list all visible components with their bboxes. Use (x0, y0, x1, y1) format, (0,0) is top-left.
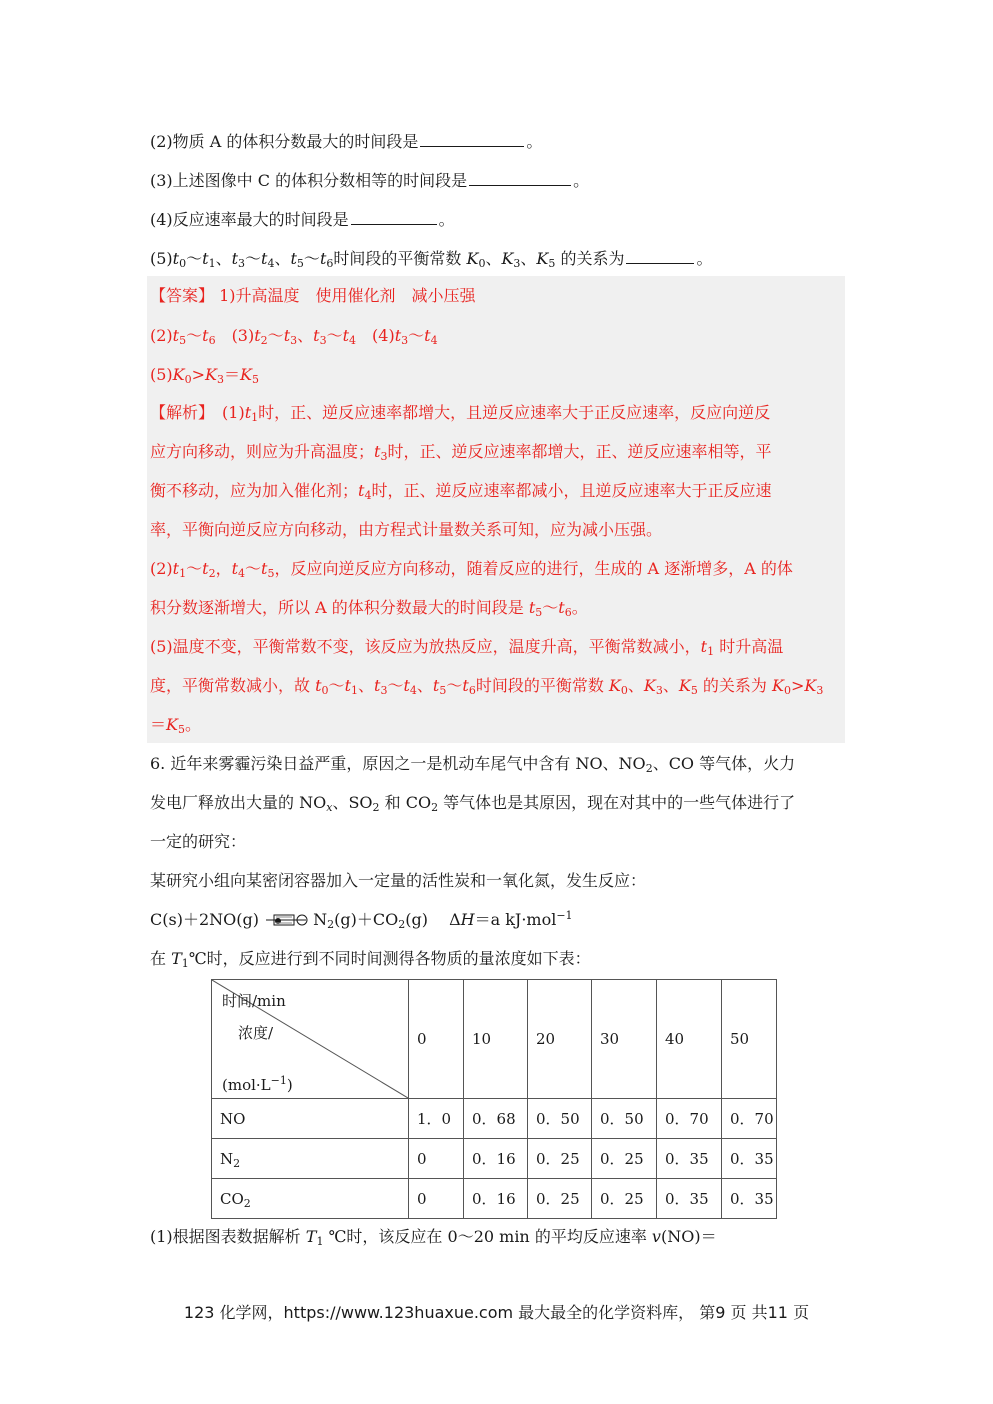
analysis-text: (5)温度不变，平衡常数不变，该反应为放热反应，温度升高，平衡常数减小， (150, 637, 701, 656)
table-cell: 0 (409, 1179, 464, 1219)
row-label-sub: 2 (233, 1156, 241, 1170)
col-header: 20 (528, 980, 592, 1099)
question-3 (150, 169, 589, 192)
header-unit-label: $(mol\cdot L^{-1})$ (222, 1074, 293, 1094)
q6-text: 6. 近年来雾霾污染日益严重，原因之一是机动车尾气中含有 NO、NO (150, 754, 646, 773)
question-2-text: (2)物质 A 的体积分数最大的时间段是 (150, 132, 419, 151)
answer-blank (351, 208, 437, 225)
analysis-text: 度，平衡常数减小，故 (150, 676, 311, 695)
analysis-line-3: 衡不移动，应为加入催化剂；$t_4$时，正、逆反应速率都减小，且逆反应速率大于正反应速 (150, 481, 772, 502)
q6-text: 、CO 等气体，火力 (652, 754, 796, 773)
concentration-table (211, 979, 777, 1219)
table-cell: 0．50 (592, 1099, 657, 1139)
table-cell: 0．25 (528, 1139, 592, 1179)
table-row (212, 1099, 777, 1139)
question-2 (150, 130, 542, 153)
table-cell: 0．35 (722, 1179, 777, 1219)
table-cell: 0 (409, 1139, 464, 1179)
equilibrium-arrow-icon (264, 913, 308, 927)
analysis-text: 时间段的平衡常数 (475, 676, 604, 695)
table-row (212, 1139, 777, 1179)
table-diagonal-header (212, 980, 409, 1099)
q6-text: 某研究小组向某密闭容器加入一定量的活性炭和一氧化氮，发生反应： (150, 871, 647, 890)
analysis-line-2: 应方向移动，则应为升高温度；$t_3$时，正、逆反应速率都增大，正、逆反应速率相等，平 (150, 442, 772, 463)
q6-subquestion-1: (1)根据图表数据解析 $T_1$ ℃时，该反应在 0～20 min 的平均反应速率 v(NO)＝ (150, 1227, 717, 1248)
equation-right: N (313, 910, 328, 929)
enthalpy-text: ＝a kJ·mol (474, 910, 557, 929)
row-label-text: CO (220, 1189, 244, 1208)
question-4 (150, 208, 455, 231)
equation-right: (g)＋CO (334, 910, 399, 929)
q6-line-6: 在 $T_1℃$时，反应进行到不同时间测得各物质的量浓度如下表： (150, 949, 591, 970)
q6-equation: C(s)＋2NO(g) $N_2(g)+CO_2(g)$ ΔH＝a kJ·mol$^{-1}$ (150, 909, 573, 931)
period: 。 (438, 210, 455, 229)
header-time-label: 时间/min (222, 992, 286, 1010)
answer-blank (626, 247, 694, 264)
question-4-text: (4)反应速率最大的时间段是 (150, 210, 349, 229)
analysis-line-1: 【解析】 $(1)t_1$时，正、逆反应速率都增大，且逆反应速率大于正反应速率，反应向逆反 (150, 403, 771, 424)
answer-line-3: $(5)K_0>K_3=K_5$ (150, 365, 259, 386)
table-cell: 0．35 (657, 1179, 722, 1219)
analysis-text: 时，正、逆反应速率都增大，且逆反应速率大于正反应速率，反应向逆反 (258, 403, 771, 422)
page-footer: 123 化学网，https://www.123huaxue.com 最大最全的化学资料库， 第9 页 共11 页 (183, 1303, 810, 1322)
analysis-text: 应方向移动，则应为升高温度； (150, 442, 375, 461)
analysis-line-9: $=K_5$。 (150, 715, 201, 736)
question-3-text: (3)上述图像中 C 的体积分数相等的时间段是 (150, 171, 468, 190)
q6-text: (NO)＝ (660, 1227, 717, 1246)
answer-text: 1)升高温度 使用催化剂 减小压强 (219, 286, 476, 305)
q6-text: 等气体也是其原因，现在对其中的一些气体进行了 (443, 793, 796, 812)
unit-text: (mol·L (222, 1076, 271, 1094)
q6-line-1: 6. 近年来雾霾污染日益严重，原因之一是机动车尾气中含有 NO、$NO_2$、CO 等气体，火力 (150, 754, 796, 775)
q6-line-4 (150, 870, 646, 892)
analysis-line-4 (150, 519, 662, 541)
question-5-text-b: 的关系为 (560, 249, 625, 268)
analysis-tag: 【解析】 (150, 403, 207, 422)
col-header: 0 (409, 980, 464, 1099)
period: 。 (696, 249, 713, 268)
table-cell: 0．68 (464, 1099, 528, 1139)
analysis-text: 时，正、逆反应速率都减小，且逆反应速率大于正反应速 (371, 481, 772, 500)
table-cell: 0．50 (528, 1099, 592, 1139)
table-cell: 0．25 (592, 1139, 657, 1179)
period: 。 (573, 171, 590, 190)
q6-line-2: 发电厂释放出大量的 $NO_x$、$SO_2$ 和 $CO_2$ 等气体也是其原因，现在对其中的一些气体进行了 (150, 793, 796, 814)
q6-text: 一定的研究： (150, 832, 247, 851)
row-label: NO (212, 1099, 409, 1139)
analysis-text: ，反应向逆反应方向移动，随着反应的进行，生成的 A 逐渐增多，A 的体 (274, 559, 793, 578)
col-header: 50 (722, 980, 777, 1099)
row-label (212, 1179, 409, 1219)
answer-blank (469, 169, 571, 186)
analysis-text: 时，正、逆反应速率都增大，正、逆反应速率相等，平 (387, 442, 772, 461)
q6-text: 在 (150, 949, 167, 968)
answer-tag: 【答案】 (150, 286, 215, 305)
table-cell: 0．70 (722, 1099, 777, 1139)
table-cell: 0．16 (464, 1179, 528, 1219)
q6-text: ℃时，该反应在 0～20 min 的平均反应速率 (328, 1227, 647, 1246)
header-conc-label: 浓度/ (238, 1024, 274, 1042)
table-cell: 1．0 (409, 1099, 464, 1139)
period: 。 (526, 132, 543, 151)
col-header: 30 (592, 980, 657, 1099)
answer-blank (420, 130, 524, 147)
q6-text: 和 CO (384, 793, 432, 812)
table-cell: 0．35 (722, 1139, 777, 1179)
table-cell: 0．70 (657, 1099, 722, 1139)
analysis-line-8: 度，平衡常数减小，故 $t_0\sim t_1$、$t_3\sim t_4$、$t_5\sim t_6$时间段的平衡常数 $K_0$、$K_3$、$K_5$ 的关系为 $K_0>K_3$ (150, 676, 824, 697)
row-label-sub: 2 (243, 1196, 251, 1210)
answer-line-2: $(2)t_5\sim t_6$ $(3)t_2\sim t_3$、$t_3\sim t_4$ $(4)t_3\sim t_4$ (150, 326, 438, 347)
q6-text: 、SO (332, 793, 373, 812)
answer-line-1 (150, 285, 476, 307)
q6-line-3 (150, 831, 246, 853)
table-cell: 0．35 (657, 1139, 722, 1179)
equation-right: (g) (405, 910, 428, 929)
analysis-line-6: 积分数逐渐增大，所以 A 的体积分数最大的时间段是 $t_5\sim t_6$。 (150, 598, 588, 619)
col-header: 40 (657, 980, 722, 1099)
col-header: 10 (464, 980, 528, 1099)
table-cell: 0．16 (464, 1139, 528, 1179)
analysis-line-5: $(2)t_1\sim t_2$，$t_4\sim t_5$，反应向逆反应方向移动，随着反应的进行，生成的 A 逐渐增多，A 的体 (150, 559, 793, 580)
analysis-text: 的关系为 (702, 676, 767, 695)
q6-text: 发电厂释放出大量的 NO (150, 793, 327, 812)
analysis-line-7: (5)温度不变，平衡常数不变，该反应为放热反应，温度升高，平衡常数减小，$t_1$ 时升高温 (150, 637, 784, 658)
row-label-text: N (220, 1149, 234, 1168)
table-header-row (212, 980, 777, 1099)
analysis-text: 率，平衡向逆反应方向移动，由方程式计量数关系可知，应为减小压强。 (150, 520, 663, 539)
question-5-text: 时间段的平衡常数 (333, 249, 462, 268)
table-row (212, 1179, 777, 1219)
q6-text: ℃时，反应进行到不同时间测得各物质的量浓度如下表： (188, 949, 591, 968)
table-cell: 0．25 (592, 1179, 657, 1219)
question-5: $(5)t_0\sim t_1$、$t_3\sim t_4$、$t_5\sim t_6$时间段的平衡常数 $K_0$、$K_3$、$K_5$ 的关系为 。 (150, 249, 713, 270)
equation-left: C(s)＋2NO(g) (150, 910, 259, 929)
q6-text: (1)根据图表数据解析 (150, 1227, 301, 1246)
analysis-text: 衡不移动，应为加入催化剂； (150, 481, 359, 500)
row-label (212, 1139, 409, 1179)
analysis-text: 积分数逐渐增大，所以 A 的体积分数最大的时间段是 (150, 598, 524, 617)
table-cell: 0．25 (528, 1179, 592, 1219)
analysis-text: 时升高温 (719, 637, 784, 656)
